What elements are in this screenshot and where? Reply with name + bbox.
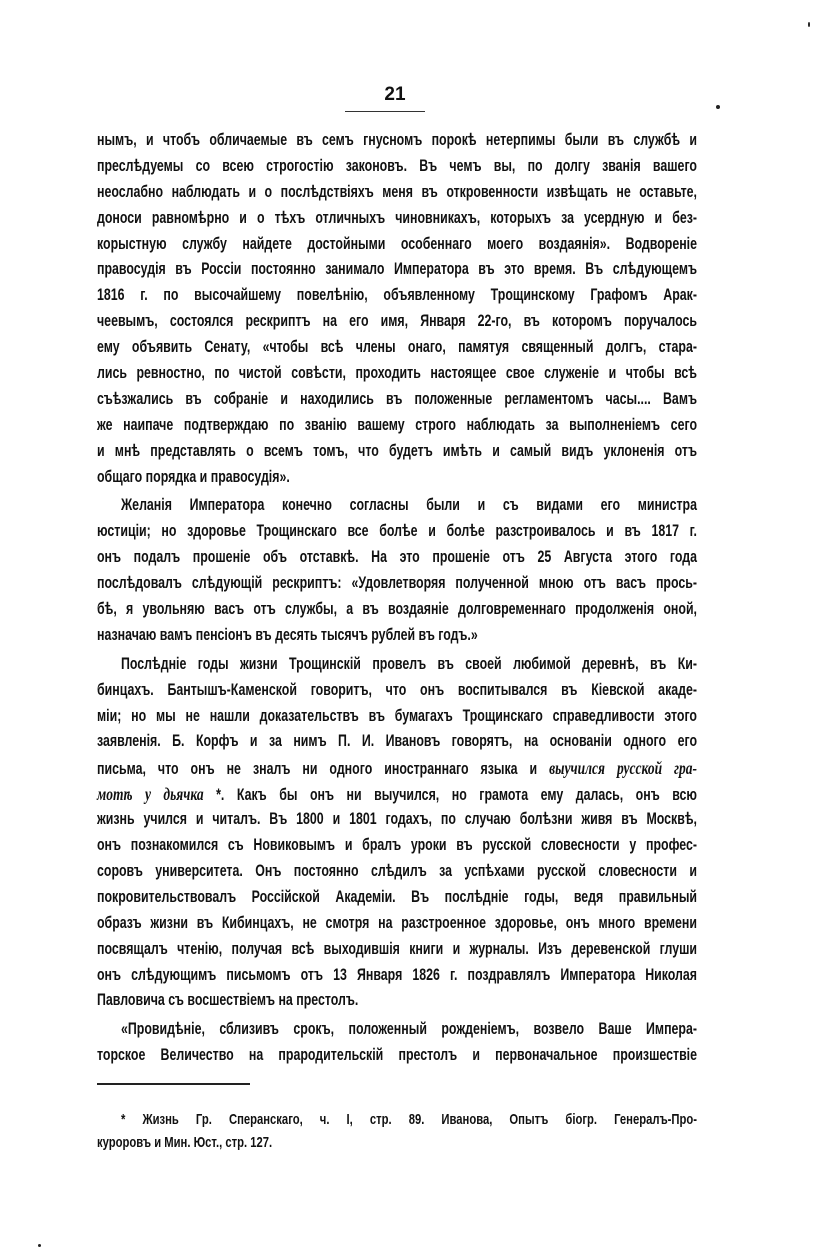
- text-line: лись ревностно, по чистой совѣсти, проходить настоящее свое служеніе и чтобы всѣ: [97, 364, 697, 383]
- text-line: общаго порядка и правосудія».: [97, 467, 290, 486]
- text-line: ему объявить Сенату, «чтобы всѣ члены онаго, памятуя священный долгъ, стара-: [97, 338, 697, 357]
- text-line: преслѣдуемы со всею строгостію законовъ. Въ чемъ вы, по долгу званія вашего: [97, 156, 697, 175]
- text-line: послѣдовалъ слѣдующій рескриптъ: «Удовлетворяя полученной мною отъ васъ прось-: [97, 574, 697, 593]
- text-line: доноси равномѣрно и о тѣхъ отличныхъ чиновникахъ, которыхъ за усердную и без-: [97, 208, 697, 227]
- text-line: посвящалъ чтенію, получая всѣ выходившія книги и журналы. Изъ деревенской глуши: [97, 939, 697, 958]
- text-segment: *. Какъ бы онъ ни выучился, но грамота ему далась, онъ всю: [203, 786, 697, 805]
- text-line: съѣзжались въ собраніе и находились въ положенные регламентомъ часы.... Вамъ: [97, 389, 697, 408]
- text-line: же наипаче подтверждаю по званію вашему строго наблюдать за выполненіемъ сего: [97, 415, 697, 434]
- text-line: Желанія Императора конечно согласны были и съ видами его министра: [121, 496, 697, 515]
- text-line: торское Величество на прародительскій престолъ и первоначальное произшествіе: [97, 1046, 697, 1065]
- text-line: [97, 758, 697, 784]
- text-line: онъ слѣдующимъ письмомъ отъ 13 Января 1826 г. поздравлялъ Императора Николая: [97, 965, 697, 984]
- text-line: бинцахъ. Бантышъ-Каменской говоритъ, что онъ воспитывался въ Кіевской акаде-: [97, 680, 697, 699]
- text-line: корыстную службу найдете достойными особеннаго моего воздаянія». Водвореніе: [97, 234, 697, 253]
- text-line: [97, 784, 697, 810]
- text-line: онъ подалъ прошеніе объ отставкѣ. На это прошеніе отъ 25 Августа этого года: [97, 548, 697, 567]
- text-line: правосудія въ Россіи постоянно занимало Императора въ это время. Въ слѣдующемъ: [97, 260, 697, 279]
- text-line: образъ жизни въ Кибинцахъ, не смотря на разстроенное здоровье, онъ много времени: [97, 913, 697, 932]
- text-line: «Провидѣніе, сблизивъ срокъ, положенный рожденіемъ, возвело Ваше Импера-: [121, 1020, 697, 1039]
- page-number: 21: [384, 84, 406, 105]
- footnote-divider: [97, 1083, 250, 1085]
- footnote-line: куроровъ и Мин. Юст., стр. 127.: [97, 1134, 273, 1151]
- scan-speck: [808, 22, 810, 27]
- text-line: покровительствовалъ Россійской Академіи. Въ послѣдніе годы, ведя правильный: [97, 887, 697, 906]
- footnote: [97, 1108, 697, 1154]
- text-line: назначаю вамъ пенсіонъ въ десять тысячъ рублей въ годъ.»: [97, 625, 478, 644]
- text-line: нымъ, и чтобъ обличаемые въ семъ гнусномъ порокѣ нетерпимы были въ службѣ и: [97, 131, 697, 149]
- text-line: и мнѣ представлять о всемъ томъ, что будетъ имѣть и самый видъ уклоненія отъ: [97, 441, 697, 460]
- paragraph: [97, 496, 697, 651]
- scan-speck: [38, 1244, 41, 1247]
- text-line: юстиціи; но здоровье Трощинскаго все болѣе и болѣе разстроивалось и въ 1817 г.: [97, 522, 697, 541]
- text-segment: письма, что онъ не зналъ ни одного иностраннаго языка и: [97, 760, 550, 779]
- body-text: [97, 131, 697, 1075]
- page-number-underline: [345, 111, 425, 112]
- text-line: Павловича съ восшествіемъ на престолъ.: [97, 991, 359, 1010]
- text-line: 1816 г. по высочайшему повелѣнію, объявленному Трощинскому Графомъ Арак-: [97, 286, 697, 305]
- scan-speck: [716, 105, 720, 109]
- paragraph: [97, 655, 697, 1017]
- italic-text: выучился русской гра-: [549, 758, 697, 779]
- text-line: соровъ университета. Онъ постоянно слѣдилъ за успѣхами русской словесности и: [97, 861, 697, 880]
- text-line: неослабно наблюдать и о послѣдствіяхъ меня въ откровенности извѣщать не оставьте,: [97, 182, 697, 201]
- text-line: жизнь учился и читалъ. Въ 1800 и 1801 годахъ, по случаю болѣзни живя въ Москвѣ,: [97, 810, 697, 829]
- paragraph: [97, 1020, 697, 1072]
- text-line: чеевымъ, состоялся рескриптъ на его имя, Января 22-го, въ которомъ поручалось: [97, 312, 697, 331]
- italic-text: мотѣ у дьячка: [97, 784, 204, 805]
- text-line: бѣ, я увольняю васъ отъ службы, а въ воздаяніе долговременнаго продолженія оной,: [97, 600, 697, 619]
- footnote-line: * Жизнь Гр. Сперанскаго, ч. I, стр. 89. Иванова, Опытъ біогр. Генералъ-Про-: [121, 1111, 697, 1128]
- text-line: Послѣдніе годы жизни Трощинскій провелъ въ своей любимой деревнѣ, въ Ки-: [121, 654, 697, 673]
- paragraph: [97, 131, 697, 493]
- text-line: заявленія. Б. Корфъ и за нимъ П. И. Ивановъ говорятъ, на основаніи одного его: [97, 732, 697, 751]
- text-line: міи; но мы не нашли доказательствъ въ бумагахъ Трощинскаго справедливости этого: [97, 706, 697, 725]
- text-line: онъ познакомился съ Новиковымъ и бралъ уроки въ русской словесности у профес-: [97, 836, 697, 855]
